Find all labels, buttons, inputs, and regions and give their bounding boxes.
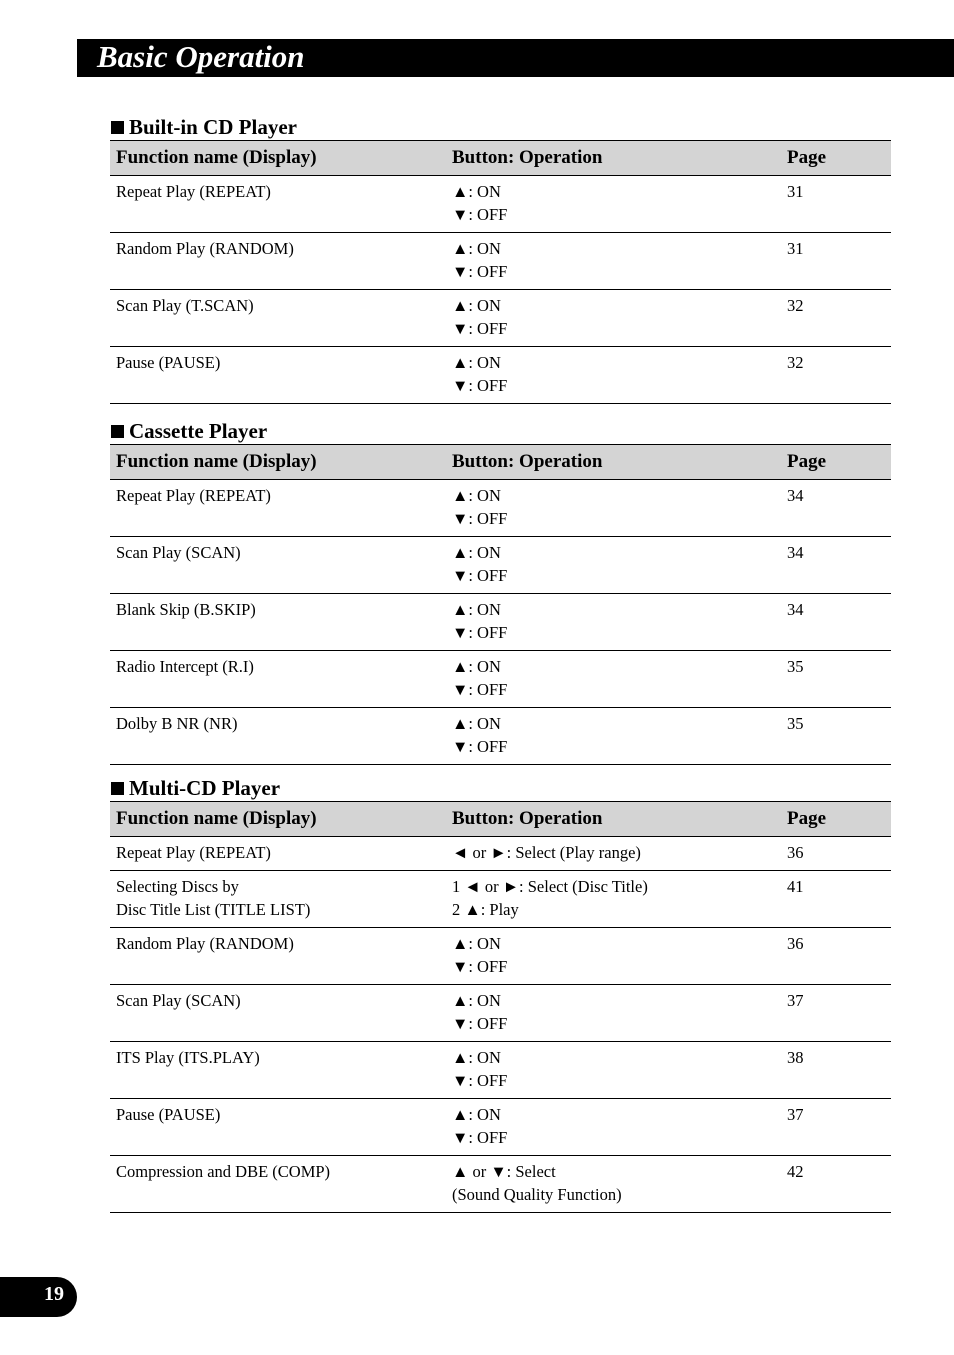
page-title: Basic Operation <box>97 39 305 74</box>
cell-page: 37 <box>781 1099 891 1156</box>
function-text-line: Compression and DBE (COMP) <box>116 1162 331 1181</box>
operation-text-line: ▲: ON <box>452 657 501 676</box>
operation-text-line: ▼: OFF <box>452 957 508 976</box>
cell-operation <box>446 928 781 985</box>
cell-page: 34 <box>781 537 891 594</box>
table-row <box>110 347 891 404</box>
function-table <box>110 801 891 1213</box>
square-bullet-icon <box>111 782 124 795</box>
table-header-row <box>110 141 891 176</box>
operation-text-line: ▼: OFF <box>452 319 508 338</box>
table-row <box>110 871 891 928</box>
cell-page: 32 <box>781 347 891 404</box>
title-bar <box>77 39 954 77</box>
cell-function <box>110 480 446 537</box>
cell-function <box>110 594 446 651</box>
cell-operation <box>446 594 781 651</box>
cell-operation <box>446 1156 781 1213</box>
page-number: 19 <box>44 1283 64 1305</box>
cell-page: 35 <box>781 708 891 765</box>
operation-text-line: ▲: ON <box>452 486 501 505</box>
function-table <box>110 140 891 404</box>
operation-text-line: ▼: OFF <box>452 1071 508 1090</box>
operation-text-line: ▼: OFF <box>452 1014 508 1033</box>
cell-operation <box>446 871 781 928</box>
function-text-line: Scan Play (SCAN) <box>116 543 241 562</box>
operation-text-line: ▼: OFF <box>452 680 508 699</box>
operation-text-line: ▼: OFF <box>452 509 508 528</box>
cell-page: 41 <box>781 871 891 928</box>
section-heading-text: Multi-CD Player <box>129 776 281 800</box>
function-text-line: Random Play (RANDOM) <box>116 239 294 258</box>
table-row <box>110 708 891 765</box>
cell-operation <box>446 1042 781 1099</box>
function-text-line: Dolby B NR (NR) <box>116 714 238 733</box>
cell-operation <box>446 537 781 594</box>
operation-text-line: ▲: ON <box>452 1048 501 1067</box>
cell-function <box>110 837 446 871</box>
cell-operation <box>446 1099 781 1156</box>
table-row <box>110 537 891 594</box>
cell-page: 34 <box>781 480 891 537</box>
operation-text-line: 2 ▲: Play <box>452 900 519 919</box>
header-operation: Button: Operation <box>446 445 781 480</box>
operation-text-line: ▲: ON <box>452 239 501 258</box>
square-bullet-icon <box>111 121 124 134</box>
section-heading-text: Built-in CD Player <box>129 115 297 139</box>
cell-function <box>110 871 446 928</box>
function-text-line: Repeat Play (REPEAT) <box>116 486 271 505</box>
header-function: Function name (Display) <box>110 141 446 176</box>
cell-function <box>110 651 446 708</box>
operation-text-line: ▼: OFF <box>452 205 508 224</box>
function-table <box>110 444 891 765</box>
function-text-line: Disc Title List (TITLE LIST) <box>116 900 311 919</box>
table-row <box>110 1042 891 1099</box>
cell-function <box>110 1156 446 1213</box>
cell-page: 35 <box>781 651 891 708</box>
operation-text-line: ▲: ON <box>452 600 501 619</box>
operation-text-line: ▼: OFF <box>452 262 508 281</box>
section-heading <box>110 114 891 140</box>
operation-text-line: ▲: ON <box>452 296 501 315</box>
cell-page: 38 <box>781 1042 891 1099</box>
section-heading <box>110 775 891 801</box>
function-text-line: Selecting Discs by <box>116 877 239 896</box>
table-header-row <box>110 445 891 480</box>
operation-text-line: ▼: OFF <box>452 1128 508 1147</box>
function-text-line: Pause (PAUSE) <box>116 353 221 372</box>
operation-text-line: ▲: ON <box>452 353 501 372</box>
section-heading <box>110 418 891 444</box>
cell-function <box>110 290 446 347</box>
table-row <box>110 651 891 708</box>
operation-text-line: ▼: OFF <box>452 737 508 756</box>
table-row <box>110 233 891 290</box>
operation-text-line: (Sound Quality Function) <box>452 1185 622 1204</box>
function-text-line: Blank Skip (B.SKIP) <box>116 600 256 619</box>
cell-function <box>110 1099 446 1156</box>
cell-operation <box>446 985 781 1042</box>
cell-operation <box>446 233 781 290</box>
section-cassette <box>110 418 891 765</box>
header-operation: Button: Operation <box>446 802 781 837</box>
table-row <box>110 290 891 347</box>
cell-page: 32 <box>781 290 891 347</box>
cell-function <box>110 928 446 985</box>
header-function: Function name (Display) <box>110 445 446 480</box>
operation-text-line: ▲ or ▼: Select <box>452 1162 556 1181</box>
cell-function <box>110 1042 446 1099</box>
header-operation: Button: Operation <box>446 141 781 176</box>
operation-text-line: ▼: OFF <box>452 623 508 642</box>
cell-operation <box>446 290 781 347</box>
cell-page: 34 <box>781 594 891 651</box>
operation-text-line: ▼: OFF <box>452 566 508 585</box>
operation-text-line: ▲: ON <box>452 182 501 201</box>
page-number-badge <box>0 1277 77 1317</box>
cell-page: 31 <box>781 176 891 233</box>
table-row <box>110 837 891 871</box>
cell-page: 31 <box>781 233 891 290</box>
table-row <box>110 1156 891 1213</box>
cell-operation <box>446 708 781 765</box>
function-text-line: ITS Play (ITS.PLAY) <box>116 1048 260 1067</box>
table-row <box>110 480 891 537</box>
operation-text-line: ▲: ON <box>452 543 501 562</box>
cell-page: 36 <box>781 928 891 985</box>
cell-page: 37 <box>781 985 891 1042</box>
cell-function <box>110 347 446 404</box>
header-page: Page <box>781 802 891 837</box>
function-text-line: Radio Intercept (R.I) <box>116 657 254 676</box>
table-row <box>110 1099 891 1156</box>
header-page: Page <box>781 141 891 176</box>
header-function: Function name (Display) <box>110 802 446 837</box>
table-row <box>110 985 891 1042</box>
table-row <box>110 176 891 233</box>
cell-operation <box>446 480 781 537</box>
function-text-line: Scan Play (SCAN) <box>116 991 241 1010</box>
operation-text-line: ▼: OFF <box>452 376 508 395</box>
function-text-line: Random Play (RANDOM) <box>116 934 294 953</box>
table-header-row <box>110 802 891 837</box>
cell-function <box>110 708 446 765</box>
function-text-line: Scan Play (T.SCAN) <box>116 296 254 315</box>
operation-text-line: ▲: ON <box>452 714 501 733</box>
cell-function <box>110 176 446 233</box>
function-text-line: Repeat Play (REPEAT) <box>116 843 271 862</box>
table-row <box>110 928 891 985</box>
operation-text-line: 1 ◄ or ►: Select (Disc Title) <box>452 877 648 896</box>
cell-page: 42 <box>781 1156 891 1213</box>
section-built-in-cd <box>110 114 891 404</box>
cell-operation <box>446 176 781 233</box>
cell-function <box>110 537 446 594</box>
cell-operation <box>446 837 781 871</box>
operation-text-line: ▲: ON <box>452 934 501 953</box>
table-row <box>110 594 891 651</box>
section-multi-cd <box>110 775 891 1213</box>
cell-operation <box>446 651 781 708</box>
function-text-line: Pause (PAUSE) <box>116 1105 221 1124</box>
square-bullet-icon <box>111 425 124 438</box>
cell-operation <box>446 347 781 404</box>
cell-function <box>110 985 446 1042</box>
cell-function <box>110 233 446 290</box>
operation-text-line: ◄ or ►: Select (Play range) <box>452 843 641 862</box>
function-text-line: Repeat Play (REPEAT) <box>116 182 271 201</box>
cell-page: 36 <box>781 837 891 871</box>
header-page: Page <box>781 445 891 480</box>
operation-text-line: ▲: ON <box>452 991 501 1010</box>
section-heading-text: Cassette Player <box>129 419 268 443</box>
operation-text-line: ▲: ON <box>452 1105 501 1124</box>
